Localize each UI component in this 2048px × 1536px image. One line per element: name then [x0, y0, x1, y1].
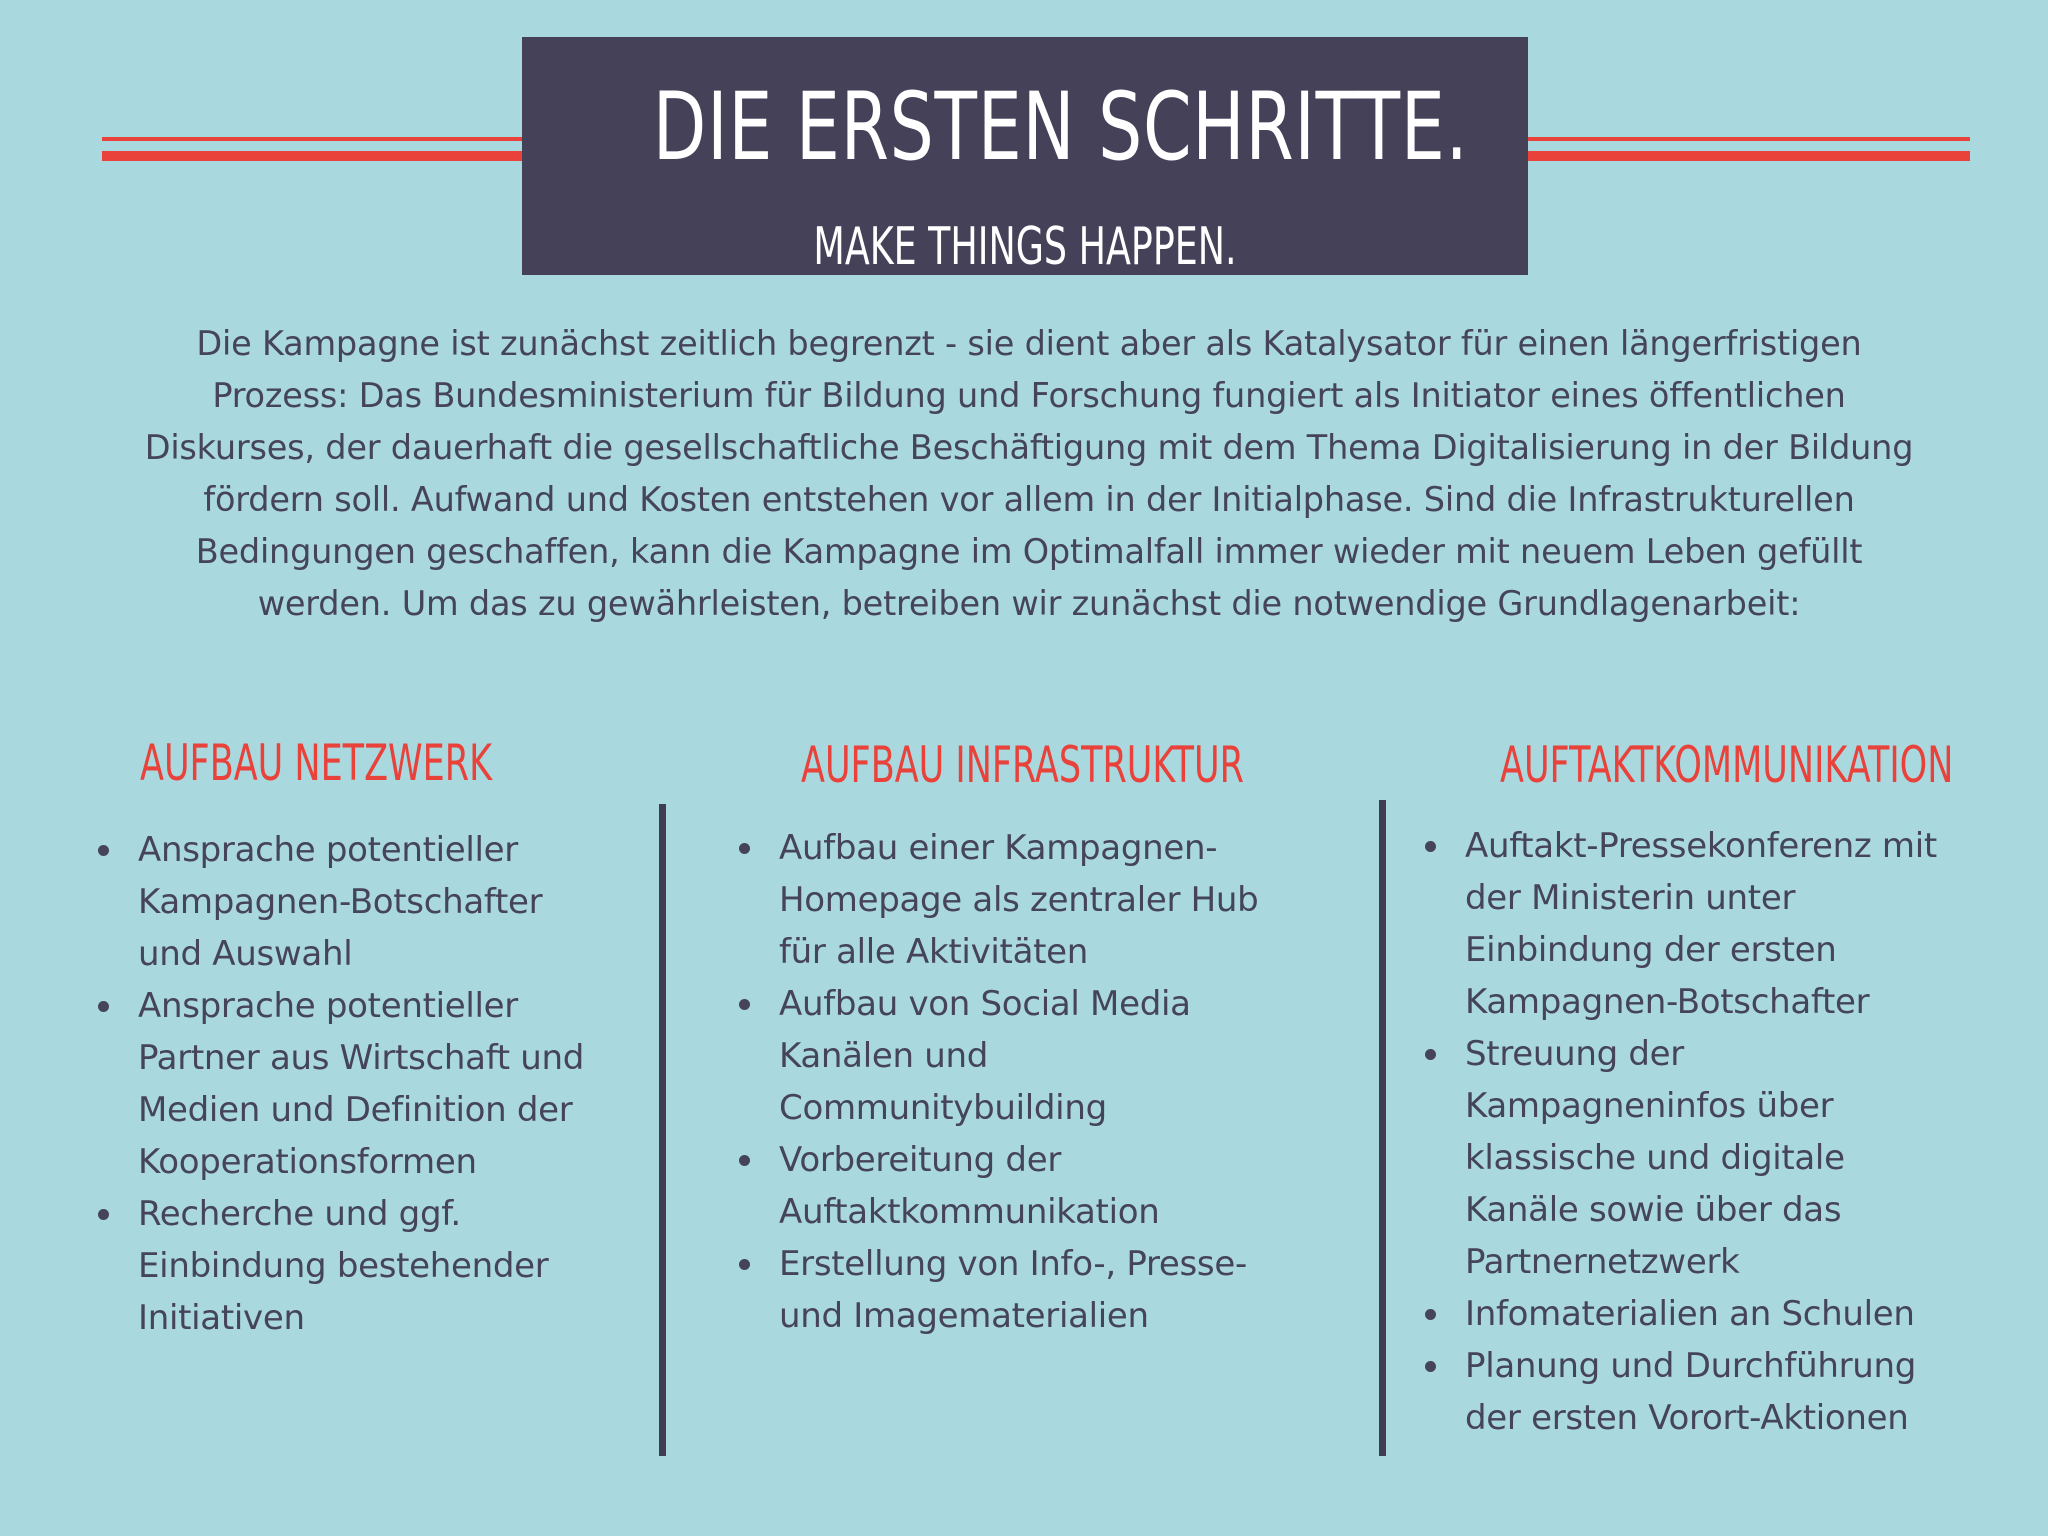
list-item: Planung und Durchführung der ersten Vorort-Aktionen [1425, 1340, 2025, 1444]
title-banner [522, 37, 1528, 275]
list-item: Infomaterialien an Schulen [1425, 1288, 2025, 1340]
intro-line: Prozess: Das Bundesministerium für Bildung und Forschung fungiert als Initiator eines öffentlichen [212, 376, 1846, 415]
page-title: DIE ERSTEN SCHRITTE. [652, 73, 1469, 182]
intro-paragraph [90, 318, 1968, 630]
list-item: Streuung der Kampagneninfos über klassische und digitale Kanäle sowie über das Partnernetzwerk [1425, 1028, 2025, 1288]
list-item: Aufbau einer Kampagnen- Homepage als zentraler Hub für alle Aktivitäten [739, 822, 1359, 978]
page-subtitle: MAKE THINGS HAPPEN. [813, 217, 1237, 277]
list-item: Recherche und ggf. Einbindung bestehender Initiativen [98, 1188, 638, 1344]
column-heading-auftaktkommunikation: AUFTAKTKOMMUNIKATION [1500, 736, 1954, 794]
list-aufbau-netzwerk [98, 824, 638, 1344]
list-item: Erstellung von Info-, Presse- und Imagematerialien [739, 1238, 1359, 1342]
list-item: Aufbau von Social Media Kanälen und Communitybuilding [739, 978, 1359, 1134]
intro-line: Die Kampagne ist zunächst zeitlich begrenzt - sie dient aber als Katalysator für einen längerfristigen [196, 324, 1862, 363]
intro-line: Diskurses, der dauerhaft die gesellschaftliche Beschäftigung mit dem Thema Digitalisierung in der Bildung [144, 428, 1914, 467]
list-item: Ansprache potentieller Partner aus Wirtschaft und Medien und Definition der Kooperationsformen [98, 980, 638, 1188]
column-divider-right [1379, 800, 1386, 1456]
list-item: Ansprache potentieller Kampagnen-Botschafter und Auswahl [98, 824, 638, 980]
column-heading-infrastruktur: AUFBAU INFRASTRUKTUR [801, 736, 1244, 794]
list-item: Vorbereitung der Auftaktkommunikation [739, 1134, 1359, 1238]
list-item: Auftakt-Pressekonferenz mit der Ministerin unter Einbindung der ersten Kampagnen-Botschafter [1425, 820, 2025, 1028]
list-auftaktkommunikation [1425, 820, 2025, 1444]
intro-line: werden. Um das zu gewährleisten, betreiben wir zunächst die notwendige Grundlagenarbeit: [257, 584, 1801, 623]
column-divider-left [659, 804, 666, 1456]
intro-line: fördern soll. Aufwand und Kosten entstehen vor allem in der Initialphase. Sind die Infrastrukturellen [203, 480, 1855, 519]
list-aufbau-infrastruktur [739, 822, 1359, 1342]
column-heading-netzwerk: AUFBAU NETZWERK [140, 734, 493, 792]
intro-line: Bedingungen geschaffen, kann die Kampagne im Optimalfall immer wieder mit neuem Leben gefüllt [195, 532, 1863, 571]
